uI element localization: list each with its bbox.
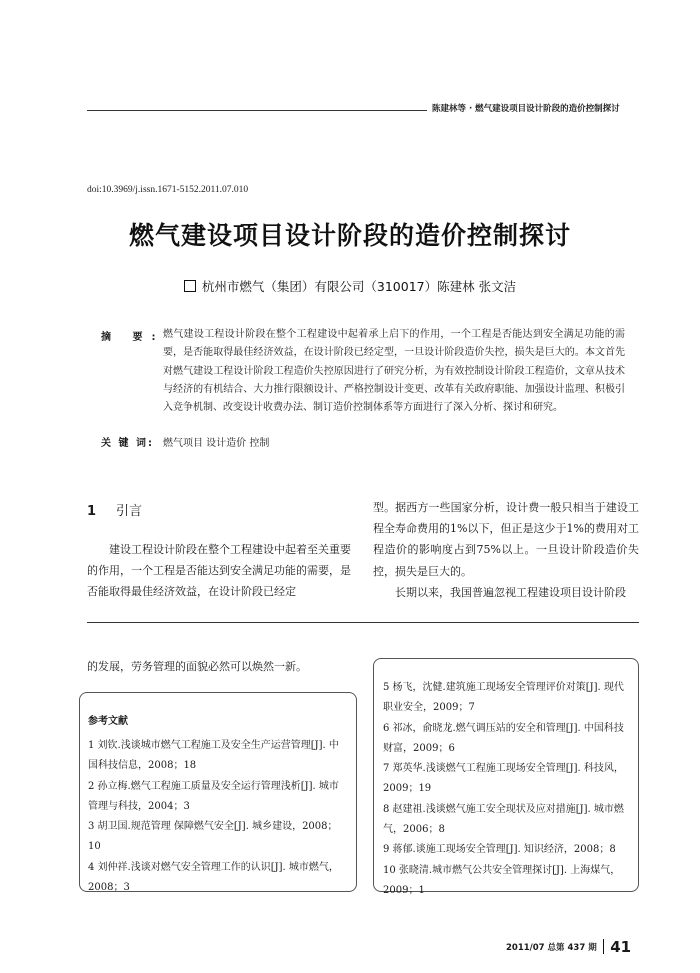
reference-item: 1 刘钦.浅谈城市燃气工程施工及安全生产运营管理[J]. 中国科技信息，2008；18 [88, 740, 339, 772]
abstract: 燃气建设工程设计阶段在整个工程建设中起着承上启下的作用，一个工程是否能达到安全满足功能的需要，是否能取得最佳经济效益，在设计阶段已经定型，一旦设计阶段造价失控，损失是巨大的。本文首先对燃气建设工程设计阶段工程造价失控原因进行了研究分析，为有效控制设计阶段工程造价，文章从技术与经济的有机结合、大力推行限额设计、严格控制设计变更、改革有关政府职能、加强设计监理、积极引入竞争机制、改变设计收费办法、制订造价控制体系等方面进行了深入分析、探讨和研究。 [163, 329, 625, 414]
body-column-right [373, 497, 639, 603]
body-column-left: 建设工程设计阶段在整个工程建设中起着至关重要的作用，一个工程是否能达到安全满足功能的需要，是否能取得最佳经济效益，在设计阶段已经定 [87, 543, 351, 599]
reference-item: 10 张晓清.城市燃气公共安全管理探讨[J]. 上海煤气，2009；1 [383, 864, 621, 896]
continuation-text: 的发展，劳务管理的面貌必然可以焕然一新。 [87, 660, 307, 673]
section-divider [87, 622, 639, 623]
header-rule [87, 110, 427, 111]
issue-label: 2011/07 总第 437 期 [506, 943, 597, 953]
paragraph: 长期以来，我国普遍忽视工程建设项目设计阶段 [395, 585, 626, 599]
reference-item: 6 祁冰，俞晓龙.燃气调压站的安全和管理[J]. 中国科技财富，2009；6 [383, 722, 624, 754]
running-head: 陈建林等 · 燃气建设项目设计阶段的造价控制探讨 [432, 104, 620, 114]
keywords: 燃气项目 设计造价 控制 [163, 438, 270, 449]
footer-separator [603, 939, 605, 954]
reference-item: 8 赵建祖.浅谈燃气施工安全现状及应对措施[J]. 城市燃气，2006；8 [383, 803, 624, 836]
section-title: 引言 [116, 504, 143, 519]
reference-item: 5 杨飞，沈健.建筑施工现场安全管理评价对策[J]. 现代职业安全，2009；7 [383, 682, 624, 714]
paragraph: 型。据西方一些国家分析，设计费一般只相当于建设工程全寿命费用的1%以下，但正是这少于1%的费用对工程造价的影响度占到75%以上。一旦设计阶段造价失控，损失是巨大的。 [373, 501, 639, 578]
section-number: 1 [87, 504, 97, 519]
page-number: 41 [610, 938, 632, 956]
keywords-label: 关 键 词: [101, 438, 154, 449]
article-title: 燃气建设项目设计阶段的造价控制探讨 [128, 221, 571, 250]
references-title: 参考文献 [88, 716, 128, 727]
page-footer [506, 938, 631, 956]
reference-item: 4 刘仲祥.浅谈对燃气安全管理工作的认识[J]. 城市燃气，2008；3 [88, 861, 339, 894]
authors: 杭州市燃气（集团）有限公司（310017）陈建林 张文洁 [201, 279, 517, 294]
square-bullet-icon [184, 280, 196, 292]
references-list-right [383, 678, 631, 901]
reference-item: 9 蒋郁.谈施工现场安全管理[J]. 知识经济，2008；8 [383, 844, 616, 856]
authors-line [0, 277, 700, 295]
reference-item: 7 郑英华.浅谈燃气工程施工现场安全管理[J]. 科技风，2009；19 [383, 763, 624, 795]
section-heading [87, 500, 142, 519]
reference-item: 3 胡卫国.规范管理 保障燃气安全[J]. 城乡建设，2008；10 [88, 821, 338, 853]
abstract-label: 摘 要: [101, 332, 165, 343]
references-list-left [88, 736, 348, 898]
reference-item: 2 孙立梅.燃气工程施工质量及安全运行管理浅析[J]. 城市管理与科技，2004；3 [88, 780, 339, 812]
doi: doi:10.3969/j.issn.1671-5152.2011.07.010 [87, 185, 249, 195]
